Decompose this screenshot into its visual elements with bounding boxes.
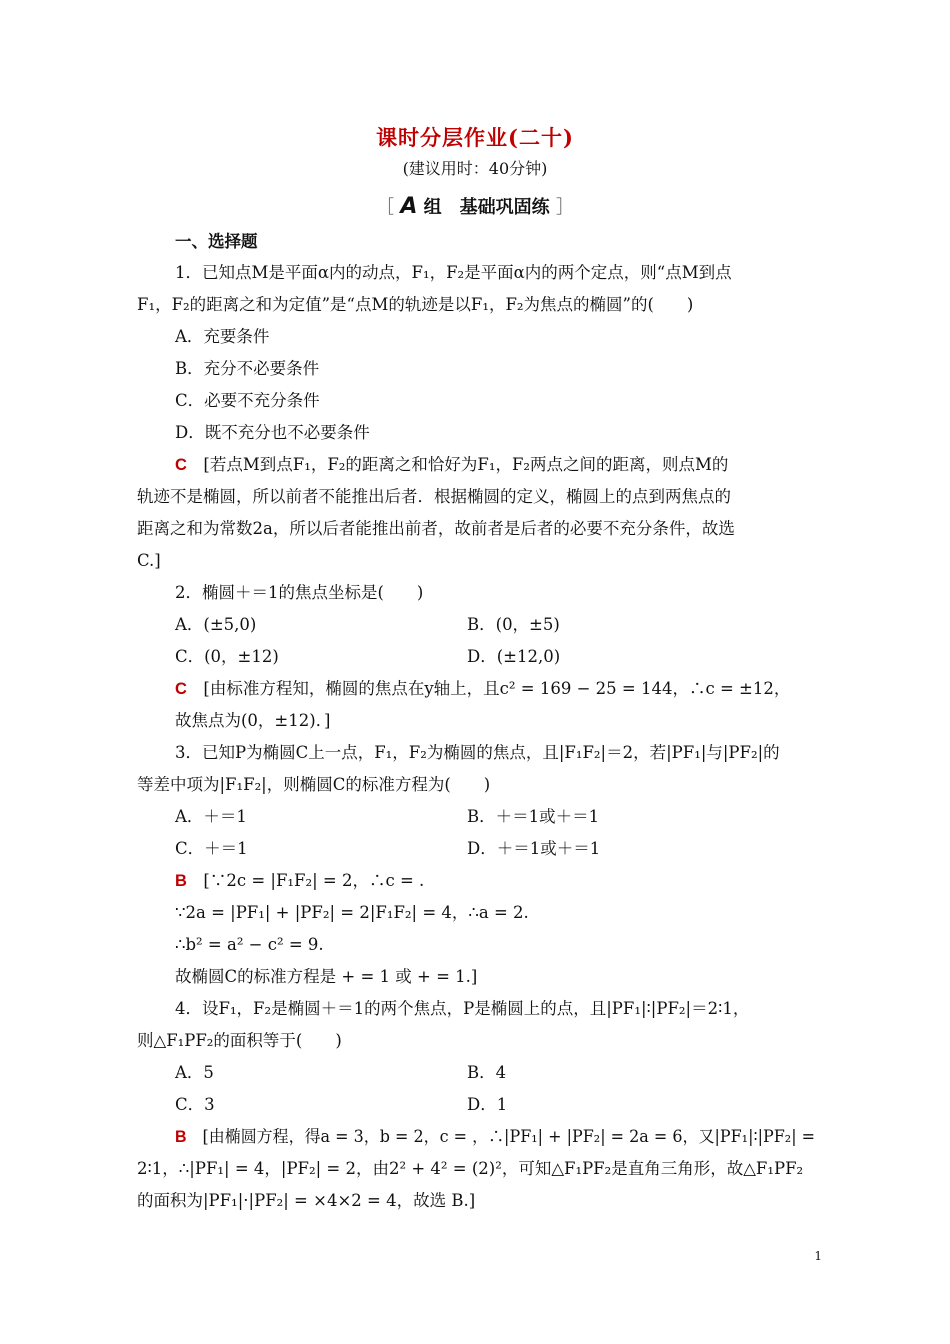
q3-option-c: C．＋＝1 — [175, 839, 248, 858]
q2-answer-line-2: 故焦点为(0，±12)．] — [175, 711, 331, 730]
q1-answer-letter: C — [175, 456, 187, 474]
q2-option-c: C．(0，±12) — [175, 647, 279, 666]
q2-answer-text: [由标准方程知，椭圆的焦点在y轴上，且c² = 169 − 25 = 144，∴c = ±12， — [203, 679, 791, 698]
q1-option-d: D．既不充分也不必要条件 — [175, 423, 370, 442]
question-3-line-1: 3．已知P为椭圆C上一点，F₁，F₂为椭圆的焦点，且|F₁F₂|＝2，若|PF₁|与|PF₂|的 — [175, 743, 780, 762]
q4-option-b: B．4 — [467, 1063, 507, 1082]
q3-option-b: B．＋＝1或＋＝1 — [467, 807, 600, 826]
section-heading: 一、选择题 — [175, 232, 258, 251]
q2-answer-line-1 — [175, 678, 790, 700]
q1-answer-line-2: 轨迹不是椭圆，所以前者不能推出后者．根据椭圆的定义，椭圆上的点到两焦点的 — [137, 487, 731, 506]
question-1-line-1: 1．已知点M是平面α内的动点，F₁，F₂是平面α内的两个定点，则“点M到点 — [175, 263, 732, 282]
q1-answer-text: [若点M到点F₁，F₂的距离之和恰好为F₁，F₂两点之间的距离，则点M的 — [203, 455, 729, 474]
page-number: 1 — [814, 1249, 822, 1263]
q4-option-a: A．5 — [175, 1063, 214, 1082]
group-bracket-open: ［ — [376, 197, 395, 218]
question-2-line-1: 2．椭圆＋＝1的焦点坐标是( ) — [175, 583, 424, 602]
q4-option-d: D．1 — [467, 1095, 508, 1114]
q3-answer-line-2: ∵2a = |PF₁| + |PF₂| = 2|F₁F₂| = 4，∴a = 2. — [175, 903, 529, 922]
q4-answer-line-2: 2∶1，∴|PF₁| = 4，|PF₂| = 2，由2² + 4² = (2)²，可知△F₁PF₂是直角三角形，故△F₁PF₂ — [137, 1159, 804, 1178]
q1-answer-line-1 — [175, 454, 728, 476]
q1-option-b: B．充分不必要条件 — [175, 359, 320, 378]
q4-answer-line-1 — [175, 1126, 815, 1148]
q1-answer-line-3: 距离之和为常数2a，所以后者能推出前者，故前者是后者的必要不充分条件，故选 — [137, 519, 735, 538]
group-letter: A — [400, 194, 418, 219]
q2-option-d: D．(±12,0) — [467, 647, 561, 666]
q3-option-d: D．＋＝1或＋＝1 — [467, 839, 601, 858]
q4-option-c: C．3 — [175, 1095, 215, 1114]
q1-option-a: A．充要条件 — [175, 327, 270, 346]
q3-answer-line-1 — [175, 870, 424, 892]
q3-answer-line-4: 故椭圆C的标准方程是 + = 1 或 + = 1.] — [175, 967, 478, 986]
q1-answer-line-4: C.] — [137, 551, 161, 570]
page-title: 课时分层作业(二十) — [376, 125, 574, 150]
q3-option-a: A．＋＝1 — [175, 807, 247, 826]
q1-option-c: C．必要不充分条件 — [175, 391, 320, 410]
q3-answer-letter: B — [175, 872, 187, 890]
q2-answer-letter: C — [175, 680, 187, 698]
question-4-line-2: 则△F₁PF₂的面积等于( ) — [137, 1031, 342, 1050]
question-3-line-2: 等差中项为|F₁F₂|，则椭圆C的标准方程为( ) — [137, 775, 491, 794]
q3-answer-text: [∵2c = |F₁F₂| = 2，∴c = . — [203, 871, 425, 890]
question-4-line-1: 4．设F₁，F₂是椭圆＋＝1的两个焦点，P是椭圆上的点，且|PF₁|∶|PF₂|＝2∶1， — [175, 999, 750, 1018]
q4-answer-letter: B — [175, 1128, 187, 1146]
q2-option-a: A．(±5,0) — [175, 615, 257, 634]
q4-answer-line-3: 的面积为|PF₁|·|PF₂| = ×4×2 = 4，故选 B.] — [137, 1191, 476, 1210]
group-bracket-close: ］ — [555, 197, 574, 218]
group-label: 组 基础巩固练 — [423, 197, 550, 218]
group-heading — [0, 193, 950, 219]
q2-option-b: B．(0，±5) — [467, 615, 560, 634]
q3-answer-line-3: ∴b² = a² − c² = 9. — [175, 935, 324, 954]
question-1-line-2: F₁，F₂的距离之和为定值”是“点M的轨迹是以F₁，F₂为焦点的椭圆”的( ) — [137, 295, 694, 314]
time-note: (建议用时：40分钟) — [402, 159, 548, 178]
q4-answer-text: [由椭圆方程，得a = 3，b = 2，c = ，∴|PF₁| + |PF₂| = 2a = 6，又|PF₁|∶|PF₂| = — [202, 1127, 816, 1146]
